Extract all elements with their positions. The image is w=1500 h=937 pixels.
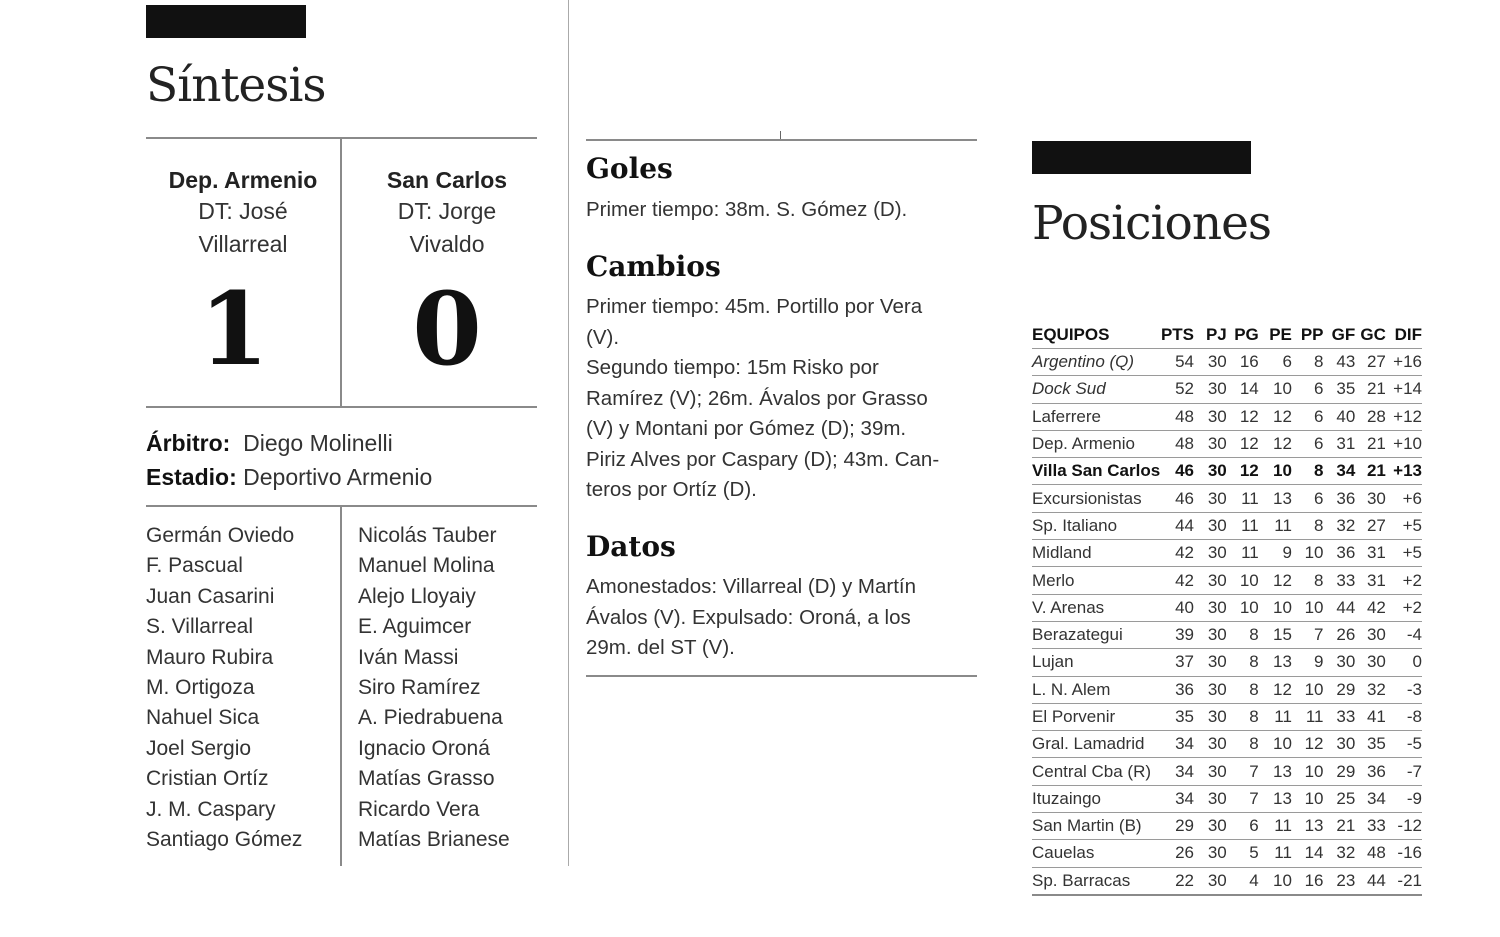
stat-cell: 12 — [1292, 731, 1324, 758]
stat-cell: 30 — [1194, 485, 1227, 512]
col-header: DIF — [1394, 325, 1422, 344]
stat-cell: 11 — [1259, 703, 1292, 730]
standings-row — [1032, 430, 1422, 457]
stat-cell: 34 — [1160, 785, 1194, 812]
stat-cell: 42 — [1160, 567, 1194, 594]
stat-cell: 27 — [1355, 349, 1386, 376]
stadium-label: Estadio: — [146, 464, 237, 490]
stat-cell: 13 — [1259, 649, 1292, 676]
stat-cell: 8 — [1292, 458, 1324, 485]
divider — [340, 507, 342, 866]
stat-cell: 10 — [1292, 785, 1324, 812]
divider — [146, 406, 537, 408]
standings-row — [1032, 485, 1422, 512]
stat-cell: 12 — [1227, 403, 1259, 430]
stat-cell: 11 — [1227, 485, 1259, 512]
data-heading: Datos — [586, 530, 676, 563]
standings-row — [1032, 867, 1422, 895]
home-team-block — [146, 167, 340, 261]
col-header: GF — [1331, 325, 1356, 344]
stat-cell: 11 — [1292, 703, 1324, 730]
standings-row — [1032, 403, 1422, 430]
stat-cell: 44 — [1160, 512, 1194, 539]
stat-cell: 8 — [1292, 349, 1324, 376]
stat-cell: -9 — [1386, 785, 1422, 812]
stat-cell: 25 — [1324, 785, 1356, 812]
stat-cell: 39 — [1160, 621, 1194, 648]
col-header: PG — [1234, 325, 1259, 344]
stat-cell: 0 — [1386, 649, 1422, 676]
divider — [340, 139, 342, 406]
stat-cell: 32 — [1324, 840, 1356, 867]
away-player: Ricardo Vera — [358, 797, 480, 821]
stat-cell: 10 — [1227, 594, 1259, 621]
stat-cell: 14 — [1292, 840, 1324, 867]
stat-cell: 52 — [1160, 376, 1194, 403]
stat-cell: 22 — [1160, 867, 1194, 895]
goals-text: Primer tiempo: 38m. S. Gómez (D). — [586, 198, 908, 221]
home-score: 1 — [199, 270, 269, 388]
referee-line — [146, 426, 546, 460]
stat-cell: 9 — [1259, 540, 1292, 567]
divider — [586, 675, 977, 677]
stat-cell: 8 — [1292, 567, 1324, 594]
away-player: Matías Grasso — [358, 767, 495, 791]
stat-cell: 48 — [1160, 403, 1194, 430]
stat-cell: 12 — [1259, 676, 1292, 703]
stat-cell: 10 — [1259, 376, 1292, 403]
stat-cell: -12 — [1386, 813, 1422, 840]
stat-cell: 10 — [1259, 731, 1292, 758]
stat-cell: 37 — [1160, 649, 1194, 676]
standings-row — [1032, 567, 1422, 594]
stat-cell: 6 — [1292, 376, 1324, 403]
stat-cell: 30 — [1324, 731, 1356, 758]
team-name-cell: Lujan — [1032, 649, 1160, 676]
stat-cell: 29 — [1160, 813, 1194, 840]
home-player: Mauro Rubira — [146, 645, 274, 669]
standings-title: Posiciones — [1032, 196, 1272, 251]
stat-cell: 21 — [1324, 813, 1356, 840]
stat-cell: 30 — [1194, 703, 1227, 730]
stat-cell: 43 — [1324, 349, 1356, 376]
col-header: PTS — [1160, 325, 1194, 344]
home-player: S. Villarreal — [146, 615, 253, 639]
team-name-cell: Merlo — [1032, 567, 1160, 594]
standings-row — [1032, 758, 1422, 785]
stat-cell: 30 — [1194, 430, 1227, 457]
standings-row — [1032, 649, 1422, 676]
stat-cell: 7 — [1227, 785, 1259, 812]
stat-cell: 6 — [1292, 403, 1324, 430]
stat-cell: 11 — [1227, 512, 1259, 539]
stat-cell: 30 — [1355, 621, 1386, 648]
divider — [586, 139, 977, 141]
away-player: Iván Massi — [358, 645, 459, 669]
stat-cell: 35 — [1160, 703, 1194, 730]
standings-table — [1032, 322, 1422, 896]
team-name-cell: Central Cba (R) — [1032, 758, 1160, 785]
stat-cell: 11 — [1227, 540, 1259, 567]
standings-row — [1032, 540, 1422, 567]
stat-cell: 12 — [1259, 567, 1292, 594]
column-separator — [568, 0, 569, 866]
stat-cell: +2 — [1386, 594, 1422, 621]
away-player: Ignacio Oroná — [358, 736, 490, 760]
stat-cell: 31 — [1355, 540, 1386, 567]
synthesis-title: Síntesis — [146, 58, 326, 113]
data-line: 29m. del ST (V). — [586, 636, 735, 659]
standings-row — [1032, 594, 1422, 621]
data-line: Ávalos (V). Expulsado: Oroná, a los — [586, 605, 911, 629]
stat-cell: 8 — [1227, 703, 1259, 730]
stat-cell: 34 — [1324, 458, 1356, 485]
stat-cell: 30 — [1194, 758, 1227, 785]
home-player: Juan Casarini — [146, 584, 275, 608]
standings-row — [1032, 813, 1422, 840]
stat-cell: 30 — [1194, 403, 1227, 430]
stat-cell: 41 — [1355, 703, 1386, 730]
away-coach-line2: Vivaldo — [409, 231, 485, 257]
stat-cell: 7 — [1227, 758, 1259, 785]
stat-cell: 48 — [1355, 840, 1386, 867]
stat-cell: 28 — [1355, 403, 1386, 430]
stat-cell: 36 — [1324, 485, 1356, 512]
stat-cell: 33 — [1355, 813, 1386, 840]
stat-cell: 5 — [1227, 840, 1259, 867]
stat-cell: -16 — [1386, 840, 1422, 867]
stat-cell: 30 — [1194, 594, 1227, 621]
stat-cell: 21 — [1355, 376, 1386, 403]
standings-row — [1032, 731, 1422, 758]
stat-cell: 35 — [1324, 376, 1356, 403]
away-player: Matías Brianese — [358, 827, 510, 851]
standings-row — [1032, 512, 1422, 539]
stat-cell: 8 — [1227, 731, 1259, 758]
team-name-cell: Villa San Carlos — [1032, 458, 1160, 485]
stat-cell: 29 — [1324, 676, 1356, 703]
stat-cell: 13 — [1259, 485, 1292, 512]
team-name-cell: Dock Sud — [1032, 376, 1160, 403]
stat-cell: +6 — [1386, 485, 1422, 512]
stat-cell: 30 — [1194, 621, 1227, 648]
stat-cell: 10 — [1227, 567, 1259, 594]
stat-cell: 33 — [1324, 567, 1356, 594]
standings-row — [1032, 676, 1422, 703]
stat-cell: 33 — [1324, 703, 1356, 730]
subs-line: (V). — [586, 325, 620, 349]
stat-cell: 10 — [1259, 867, 1292, 895]
stat-cell: 48 — [1160, 430, 1194, 457]
stat-cell: -21 — [1386, 867, 1422, 895]
stat-cell: 26 — [1160, 840, 1194, 867]
stat-cell: 30 — [1194, 567, 1227, 594]
stat-cell: 36 — [1355, 758, 1386, 785]
stat-cell: -4 — [1386, 621, 1422, 648]
stat-cell: 34 — [1355, 785, 1386, 812]
home-player: Germán Oviedo — [146, 524, 295, 547]
stadium-line — [146, 460, 546, 494]
stat-cell: 23 — [1324, 867, 1356, 895]
home-player: Joel Sergio — [146, 736, 252, 760]
section-marker-bar — [146, 5, 306, 38]
team-name-cell: El Porvenir — [1032, 703, 1160, 730]
subs-text — [586, 292, 986, 506]
stat-cell: +12 — [1386, 403, 1422, 430]
stat-cell: 12 — [1259, 430, 1292, 457]
home-player: Nahuel Sica — [146, 706, 260, 730]
away-player: Nicolás Tauber — [358, 524, 497, 547]
team-name-cell: V. Arenas — [1032, 594, 1160, 621]
stat-cell: 26 — [1324, 621, 1356, 648]
stat-cell: 30 — [1194, 676, 1227, 703]
stat-cell: 7 — [1292, 621, 1324, 648]
away-team-block — [350, 167, 544, 261]
standings-row — [1032, 458, 1422, 485]
subs-heading: Cambios — [586, 250, 721, 283]
stat-cell: -3 — [1386, 676, 1422, 703]
stat-cell: 10 — [1259, 458, 1292, 485]
standings-row — [1032, 840, 1422, 867]
stat-cell: 30 — [1194, 458, 1227, 485]
team-name-cell: Laferrere — [1032, 403, 1160, 430]
team-name-cell: Dep. Armenio — [1032, 430, 1160, 457]
section-marker-bar — [1032, 141, 1251, 174]
away-coach-line1: DT: Jorge — [397, 198, 497, 224]
subs-line: Primer tiempo: 45m. Portillo por Vera — [586, 295, 923, 318]
home-coach-line2: Villarreal — [198, 231, 288, 257]
stat-cell: -5 — [1386, 731, 1422, 758]
stat-cell: +13 — [1386, 458, 1422, 485]
stat-cell: 46 — [1160, 458, 1194, 485]
subs-line: (V) y Montani por Gómez (D); 39m. — [586, 417, 907, 440]
stat-cell: 21 — [1355, 430, 1386, 457]
subs-line: Segundo tiempo: 15m Risko por — [586, 356, 879, 379]
stat-cell: 8 — [1292, 512, 1324, 539]
team-name-cell: Sp. Italiano — [1032, 512, 1160, 539]
stat-cell: 16 — [1227, 349, 1259, 376]
home-player: M. Ortigoza — [146, 675, 255, 699]
away-player: Alejo Lloyaiy — [358, 584, 476, 608]
stat-cell: -8 — [1386, 703, 1422, 730]
stat-cell: -7 — [1386, 758, 1422, 785]
col-header: PJ — [1205, 325, 1227, 344]
stat-cell: 46 — [1160, 485, 1194, 512]
col-header: EQUIPOS — [1032, 325, 1110, 344]
stat-cell: 30 — [1194, 349, 1227, 376]
stat-cell: 35 — [1355, 731, 1386, 758]
stat-cell: 30 — [1194, 867, 1227, 895]
away-player: A. Piedrabuena — [358, 706, 503, 730]
home-lineup — [146, 521, 336, 855]
stat-cell: 12 — [1259, 403, 1292, 430]
team-name-cell: Argentino (Q) — [1032, 349, 1160, 376]
stat-cell: 16 — [1292, 867, 1324, 895]
home-player: F. Pascual — [146, 554, 243, 578]
stat-cell: 30 — [1194, 649, 1227, 676]
col-header: PE — [1269, 325, 1292, 344]
stat-cell: 14 — [1227, 376, 1259, 403]
stat-cell: 30 — [1194, 785, 1227, 812]
team-name-cell: Berazategui — [1032, 621, 1160, 648]
stat-cell: 13 — [1259, 758, 1292, 785]
stat-cell: 11 — [1259, 840, 1292, 867]
stat-cell: 8 — [1227, 676, 1259, 703]
stat-cell: 21 — [1355, 458, 1386, 485]
team-name-cell: Sp. Barracas — [1032, 867, 1160, 895]
goals-heading: Goles — [586, 152, 673, 185]
subs-line: teros por Ortíz (D). — [586, 478, 757, 501]
stat-cell: 10 — [1259, 594, 1292, 621]
standings-row — [1032, 376, 1422, 403]
away-lineup — [358, 521, 548, 855]
stat-cell: 44 — [1355, 867, 1386, 895]
data-text — [586, 572, 986, 664]
stat-cell: +5 — [1386, 512, 1422, 539]
away-player: Siro Ramírez — [358, 675, 481, 699]
subs-line: Ramírez (V); 26m. Ávalos por Grasso — [586, 386, 928, 410]
stat-cell: 12 — [1227, 458, 1259, 485]
standings-row — [1032, 703, 1422, 730]
stat-cell: 32 — [1324, 512, 1356, 539]
referee-name: Diego Molinelli — [243, 430, 393, 456]
stat-cell: 6 — [1292, 485, 1324, 512]
stat-cell: 10 — [1292, 594, 1324, 621]
home-player: J. M. Caspary — [146, 797, 276, 821]
stat-cell: 10 — [1292, 676, 1324, 703]
stat-cell: 10 — [1292, 758, 1324, 785]
away-player: E. Aguimcer — [358, 615, 472, 639]
team-name-cell: Excursionistas — [1032, 485, 1160, 512]
team-name-cell: San Martin (B) — [1032, 813, 1160, 840]
stat-cell: 15 — [1259, 621, 1292, 648]
team-name-cell: Cauelas — [1032, 840, 1160, 867]
stat-cell: 11 — [1259, 813, 1292, 840]
stat-cell: 44 — [1324, 594, 1356, 621]
stat-cell: 6 — [1227, 813, 1259, 840]
stat-cell: 8 — [1227, 649, 1259, 676]
stat-cell: 40 — [1160, 594, 1194, 621]
col-header: GC — [1360, 325, 1386, 344]
stat-cell: 6 — [1292, 430, 1324, 457]
stat-cell: 10 — [1292, 540, 1324, 567]
stat-cell: 30 — [1194, 731, 1227, 758]
stat-cell: 30 — [1324, 649, 1356, 676]
stat-cell: 29 — [1324, 758, 1356, 785]
stat-cell: 32 — [1355, 676, 1386, 703]
stat-cell: 30 — [1355, 649, 1386, 676]
stadium-name: Deportivo Armenio — [243, 464, 433, 490]
col-header: PP — [1300, 325, 1324, 344]
standings-header-row — [1032, 322, 1422, 349]
stat-cell: 36 — [1160, 676, 1194, 703]
stat-cell: 30 — [1194, 840, 1227, 867]
stat-cell: +10 — [1386, 430, 1422, 457]
data-line: Amonestados: Villarreal (D) y Martín — [586, 575, 917, 598]
standings-row — [1032, 785, 1422, 812]
stat-cell: 31 — [1324, 430, 1356, 457]
stat-cell: 42 — [1355, 594, 1386, 621]
stat-cell: 9 — [1292, 649, 1324, 676]
stat-cell: 40 — [1324, 403, 1356, 430]
subs-line: Piriz Alves por Caspary (D); 43m. Can- — [586, 447, 940, 471]
team-name-cell: Gral. Lamadrid — [1032, 731, 1160, 758]
stat-cell: +2 — [1386, 567, 1422, 594]
stat-cell: 30 — [1194, 813, 1227, 840]
stat-cell: +14 — [1386, 376, 1422, 403]
referee-label: Árbitro: — [146, 430, 231, 456]
stat-cell: 34 — [1160, 731, 1194, 758]
away-score: 0 — [412, 270, 482, 388]
stat-cell: 30 — [1194, 540, 1227, 567]
stat-cell: 30 — [1355, 485, 1386, 512]
stat-cell: 42 — [1160, 540, 1194, 567]
home-player: Cristian Ortíz — [146, 767, 269, 791]
stat-cell: 13 — [1292, 813, 1324, 840]
stat-cell: 31 — [1355, 567, 1386, 594]
stat-cell: 11 — [1259, 512, 1292, 539]
stat-cell: 27 — [1355, 512, 1386, 539]
standings-row — [1032, 621, 1422, 648]
stat-cell: 30 — [1194, 376, 1227, 403]
stat-cell: 30 — [1194, 512, 1227, 539]
stat-cell: 54 — [1160, 349, 1194, 376]
team-name-cell: Ituzaingo — [1032, 785, 1160, 812]
tick-mark — [780, 131, 781, 139]
home-team-name: Dep. Armenio — [168, 167, 318, 193]
stat-cell: 13 — [1259, 785, 1292, 812]
away-player: Manuel Molina — [358, 554, 495, 578]
stat-cell: 36 — [1324, 540, 1356, 567]
team-name-cell: L. N. Alem — [1032, 676, 1160, 703]
home-player: Santiago Gómez — [146, 827, 303, 851]
away-team-name: San Carlos — [386, 167, 508, 193]
stat-cell: 4 — [1227, 867, 1259, 895]
standings-row — [1032, 349, 1422, 376]
stat-cell: +5 — [1386, 540, 1422, 567]
home-coach-line1: DT: José — [198, 198, 288, 224]
team-name-cell: Midland — [1032, 540, 1160, 567]
stat-cell: 6 — [1259, 349, 1292, 376]
stat-cell: 12 — [1227, 430, 1259, 457]
stat-cell: +16 — [1386, 349, 1422, 376]
stat-cell: 8 — [1227, 621, 1259, 648]
stat-cell: 34 — [1160, 758, 1194, 785]
